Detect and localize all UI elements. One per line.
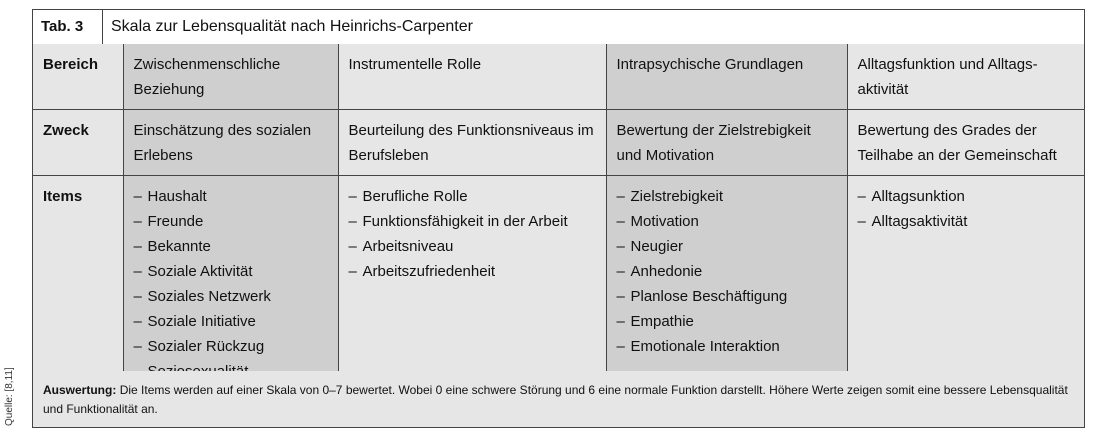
cell-items-2 xyxy=(338,176,606,392)
row-header-bereich: Bereich xyxy=(33,44,123,110)
list-item xyxy=(134,234,328,259)
list-item xyxy=(617,184,837,209)
list-item-label: Funktionsfähigkeit in der Arbeit xyxy=(362,213,568,230)
table-title: Skala zur Lebensqualität nach Heinrichs-Carpenter xyxy=(111,18,473,35)
cell-zweck-1: Einschätzung des sozialen Erlebens xyxy=(123,110,338,176)
quality-of-life-table xyxy=(33,44,1084,392)
list-item xyxy=(349,234,596,259)
dash-bullet: – xyxy=(616,263,625,280)
dash-bullet: – xyxy=(616,213,625,230)
list-item-label: Neugier xyxy=(630,238,684,255)
list-item-label: Planlose Beschäftigung xyxy=(630,288,788,305)
list-item xyxy=(617,259,837,284)
cell-zweck-3: Bewertung der Zielstrebigkeit und Motivation xyxy=(606,110,847,176)
list-item xyxy=(617,284,837,309)
dash-bullet: – xyxy=(857,213,866,230)
dash-bullet: – xyxy=(616,338,625,355)
list-item-label: Empathie xyxy=(630,313,694,330)
list-item-label: Haushalt xyxy=(147,188,207,205)
source-citation: Quelle: [8,11] xyxy=(4,367,15,426)
evaluation-label: Auswertung: xyxy=(43,383,117,397)
list-item-label: Anhedonie xyxy=(630,263,703,280)
list-item xyxy=(858,184,1075,209)
list-item-label: Berufliche Rolle xyxy=(362,188,468,205)
item-list-2 xyxy=(349,184,596,284)
row-header-zweck: Zweck xyxy=(33,110,123,176)
list-item-label: Arbeitsniveau xyxy=(362,238,454,255)
dash-bullet: – xyxy=(616,238,625,255)
cell-items-4 xyxy=(847,176,1084,392)
evaluation-note xyxy=(33,371,1084,427)
dash-bullet: – xyxy=(616,313,625,330)
item-list-1 xyxy=(134,184,328,384)
list-item xyxy=(349,209,596,234)
table-row-zweck xyxy=(33,110,1084,176)
list-item-label: Sozialer Rückzug xyxy=(147,338,265,355)
list-item xyxy=(617,334,837,359)
list-item xyxy=(617,234,837,259)
cell-zweck-2: Beurteilung des Funktionsniveaus im Berufsleben xyxy=(338,110,606,176)
dash-bullet: – xyxy=(348,263,357,280)
dash-bullet: – xyxy=(133,188,142,205)
dash-bullet: – xyxy=(133,288,142,305)
cell-items-1 xyxy=(123,176,338,392)
table-row-items xyxy=(33,176,1084,392)
dash-bullet: – xyxy=(133,338,142,355)
cell-bereich-3: Intrapsychische Grundlagen xyxy=(606,44,847,110)
table-title-bar xyxy=(33,10,1084,45)
list-item-label: Alltagsunktion xyxy=(871,188,965,205)
list-item xyxy=(134,209,328,234)
dash-bullet: – xyxy=(133,263,142,280)
dash-bullet: – xyxy=(133,213,142,230)
dash-bullet: – xyxy=(348,213,357,230)
list-item-label: Bekannte xyxy=(147,238,211,255)
cell-bereich-2: Instrumentelle Rolle xyxy=(338,44,606,110)
cell-bereich-1: Zwischenmenschliche Beziehung xyxy=(123,44,338,110)
dash-bullet: – xyxy=(133,313,142,330)
list-item-label: Zielstrebigkeit xyxy=(630,188,724,205)
list-item-label: Arbeitszufriedenheit xyxy=(362,263,496,280)
list-item-label: Soziale Initiative xyxy=(147,313,256,330)
dash-bullet: – xyxy=(616,188,625,205)
list-item-label: Emotionale Interaktion xyxy=(630,338,780,355)
list-item xyxy=(349,184,596,209)
dash-bullet: – xyxy=(348,188,357,205)
table-number: Tab. 3 xyxy=(33,10,103,44)
dash-bullet: – xyxy=(616,288,625,305)
list-item xyxy=(617,309,837,334)
list-item-label: Alltagsaktivität xyxy=(871,213,968,230)
list-item xyxy=(134,284,328,309)
dash-bullet: – xyxy=(857,188,866,205)
list-item-label: Soziales Netzwerk xyxy=(147,288,271,305)
cell-bereich-4: Alltagsfunktion und Alltags-aktivität xyxy=(847,44,1084,110)
list-item xyxy=(349,259,596,284)
item-list-3 xyxy=(617,184,837,359)
table-frame xyxy=(32,9,1085,428)
dash-bullet: – xyxy=(133,238,142,255)
list-item xyxy=(858,209,1075,234)
list-item-label: Soziale Aktivität xyxy=(147,263,253,280)
evaluation-text: Die Items werden auf einer Skala von 0–7 bewertet. Wobei 0 eine schwere Störung und 6 eine normale Funktion darstellt. Höhere Werte zeigen somit eine bessere Lebensqualität und Funktionalität an. xyxy=(43,383,1068,416)
list-item xyxy=(134,259,328,284)
row-header-items: Items xyxy=(33,176,123,392)
list-item xyxy=(134,184,328,209)
dash-bullet: – xyxy=(348,238,357,255)
cell-items-3 xyxy=(606,176,847,392)
list-item-label: Freunde xyxy=(147,213,204,230)
list-item xyxy=(134,334,328,359)
list-item xyxy=(134,309,328,334)
item-list-4 xyxy=(858,184,1075,234)
list-item-label: Motivation xyxy=(630,213,699,230)
list-item xyxy=(617,209,837,234)
cell-zweck-4: Bewertung des Grades der Teilhabe an der Gemeinschaft xyxy=(847,110,1084,176)
table-row-bereich xyxy=(33,44,1084,110)
